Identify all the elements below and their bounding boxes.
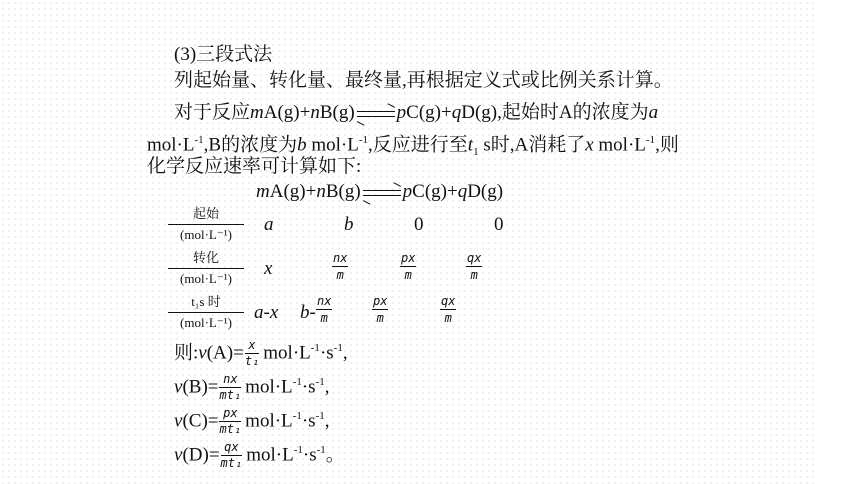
change-d-fraction: $\frac{qx}{m}$ — [467, 251, 482, 282]
start-b: b — [344, 214, 354, 235]
unit: mol·L — [147, 134, 195, 156]
section-heading: (3)三段式法 — [174, 44, 273, 65]
rate-a-fraction: $\frac{x}{\text{t₁}}$ — [244, 338, 260, 369]
rate-c-fraction: $\frac{px}{\text{mt₁}}$ — [219, 406, 242, 437]
species-b: B(g) — [319, 102, 355, 123]
start-d: 0 — [494, 214, 504, 235]
var-x: x — [585, 134, 594, 156]
species-a: A(g)+ — [269, 181, 317, 202]
reaction-equation — [256, 180, 503, 204]
rate-symbol: v — [198, 342, 207, 364]
coef-q: q — [457, 181, 468, 202]
coef-m: m — [250, 102, 264, 123]
row-label-start: 起始 (mol·L⁻¹) — [168, 206, 244, 243]
t1-c-fraction: $\frac{px}{m}$ — [373, 294, 388, 325]
coef-q: q — [451, 102, 462, 123]
rate-symbol: v — [174, 376, 183, 398]
t1-a: a-x — [254, 302, 279, 323]
var-b: b — [297, 134, 307, 156]
coef-n: n — [316, 181, 326, 202]
para-text: s时,A消耗了 — [478, 134, 586, 156]
t1-b-prefix: b- — [300, 302, 316, 323]
start-c: 0 — [414, 214, 424, 235]
intro-line: 列起始量、转化量、最终量,再根据定义式或比例关系计算。 — [174, 70, 673, 91]
coef-m: m — [256, 181, 270, 202]
species-c: C(g)+ — [412, 181, 458, 202]
species-a: A(g)+ — [263, 102, 311, 123]
unit: mol·L — [593, 134, 646, 156]
equilibrium-arrow-icon — [363, 187, 401, 199]
species-d-text: D(g),起始时A的浓度为 — [461, 102, 649, 123]
para-line-1 — [174, 101, 658, 125]
coef-p: p — [396, 102, 407, 123]
exponent: -1 — [194, 134, 204, 146]
row-label-change: 转化 (mol·L⁻¹) — [168, 250, 244, 287]
exponent: -1 — [645, 134, 656, 146]
para-text: 对于反应 — [174, 102, 251, 123]
exponent: -1 — [358, 134, 369, 146]
right-margin-strip — [818, 0, 860, 484]
para-text: ,则 — [655, 134, 679, 156]
change-c-fraction: $\frac{px}{m}$ — [401, 251, 416, 282]
rate-d-fraction: $\frac{qx}{\text{mt₁}}$ — [220, 440, 243, 471]
unit: mol·L — [306, 134, 359, 156]
t1-d-fraction: $\frac{qx}{m}$ — [441, 294, 456, 325]
rate-b-fraction: $\frac{nx}{\text{mt₁}}$ — [219, 372, 242, 403]
coef-p: p — [402, 181, 413, 202]
rate-symbol: v — [174, 444, 183, 466]
subscript: 1 — [473, 146, 479, 159]
t1-b-fraction: $\frac{nx}{m}$ — [317, 294, 332, 325]
rate-a: 则:v(A)= $\frac{x}{\text{t₁}}$ $mol\cdot L^{-1}\cdot s^{-1}$, — [174, 338, 348, 369]
equilibrium-arrow-icon — [357, 108, 395, 120]
para-text: ,B的浓度为 — [203, 134, 298, 156]
rate-c: v(C)= $\frac{px}{\text{mt₁}}$ $mol\cdot L^{-1}\cdot s^{-1}$, — [174, 406, 330, 437]
rate-symbol: v — [174, 410, 183, 432]
change-b-fraction: $\frac{nx}{m}$ — [333, 251, 348, 282]
row-label-t1: t₁s 时 (mol·L⁻¹) — [168, 294, 244, 331]
change-a: x — [264, 258, 273, 279]
start-a: a — [264, 214, 274, 235]
species-d: D(g) — [467, 181, 504, 202]
para-text: ,反应进行至 — [368, 134, 468, 156]
coef-n: n — [310, 102, 320, 123]
species-b: B(g) — [325, 181, 361, 202]
var-t: t — [467, 134, 474, 156]
species-c: C(g)+ — [406, 102, 452, 123]
rate-b: v(B)= $\frac{nx}{\text{mt₁}}$ $mol\cdot L^{-1}\cdot s^{-1}$, — [174, 372, 330, 403]
para-line-3: 化学反应速率可计算如下: — [147, 156, 362, 177]
rate-d: v(D)= $\frac{qx}{\text{mt₁}}$ $mol\cdot L^{-1}\cdot s^{-1}$。 — [174, 440, 345, 471]
var-a: a — [648, 102, 659, 123]
